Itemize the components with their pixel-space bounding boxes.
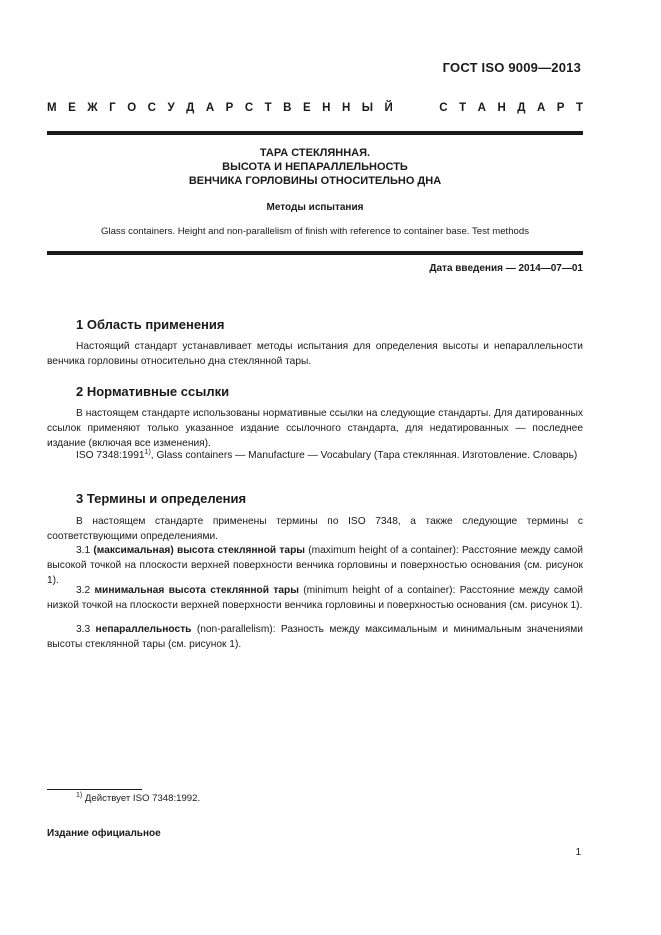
standard-code: ГОСТ ISO 9009—2013: [442, 60, 581, 75]
banner-letter: С: [244, 102, 254, 114]
title-line-3: ВЕНЧИКА ГОРЛОВИНЫ ОТНОСИТЕЛЬНО ДНА: [188, 175, 442, 187]
footnote-text: Действует ISO 7348:1992.: [82, 793, 201, 804]
banner-letter: Т: [264, 102, 272, 114]
english-title: Glass containers. Height and non-parallelism of finish with reference to container base. Test methods: [100, 226, 530, 237]
banner-letter: С: [147, 102, 156, 114]
banner-letter: О: [127, 102, 137, 114]
banner-letter: Д: [517, 102, 526, 114]
banner-letter: [422, 102, 428, 114]
term-3-2-definition: (minimum height of a container): Расстояние между самой низкой точкой на плоскости верхней поверхности венчика горловины и поверхностью основания (см. рисунок 1).: [47, 585, 583, 611]
banner-letter: Д: [186, 102, 195, 114]
official-edition-label: Издание официальное: [47, 828, 161, 839]
banner-letter: А: [536, 102, 546, 114]
banner-letter: Т: [459, 102, 467, 114]
banner-letter: Й: [384, 102, 393, 114]
banner-letter: Н: [322, 102, 331, 114]
introduction-date: Дата введения — 2014—07—01: [429, 263, 583, 274]
banner-letter: Ы: [361, 102, 374, 114]
banner-letter: Е: [302, 102, 311, 114]
term-3-2-number: 3.2: [76, 585, 95, 596]
title-line-2: ВЫСОТА И НЕПАРАЛЛЕЛЬНОСТЬ: [222, 161, 408, 173]
banner-letter: Г: [109, 102, 116, 114]
banner-letter: Н: [497, 102, 506, 114]
banner-letter: Р: [556, 102, 565, 114]
banner-letter: С: [439, 102, 448, 114]
banner-letter: А: [205, 102, 215, 114]
section-2-paragraph-2: [47, 448, 583, 463]
page-number: 1: [575, 847, 581, 858]
footnote-marker: 1): [76, 792, 83, 799]
interstate-standard-banner: [47, 102, 583, 114]
banner-letter: Н: [341, 102, 351, 114]
banner-letter: Е: [68, 102, 76, 114]
footnote: [76, 793, 200, 804]
term-3-2: [47, 583, 583, 613]
footnote-reference[interactable]: 1): [144, 449, 151, 456]
banner-letter: Т: [575, 102, 583, 114]
section-2-heading: 2 Нормативные ссылки: [76, 384, 230, 399]
banner-letter: У: [167, 102, 175, 114]
banner-letter: Ж: [87, 102, 98, 114]
term-3-3-name: непараллельность: [95, 624, 192, 635]
term-3-3-number: 3.3: [76, 624, 96, 635]
section-3-heading: 3 Термины и определения: [76, 491, 247, 506]
banner-letter: [404, 102, 410, 114]
section-3-paragraph-1: В настоящем стандарте применены термины по ISO 7348, а также следующие термины с соответствующими определениями.: [47, 516, 583, 542]
banner-letter: В: [283, 102, 292, 114]
term-3-3: [47, 622, 583, 652]
document-title: [47, 146, 583, 188]
term-3-3-definition: (non-parallelism): Разность между максимальным и минимальным значениями высоты стеклянной тары (см. рисунок 1).: [47, 624, 583, 650]
iso-reference: ISO 7348:1991: [76, 450, 145, 461]
title-line-1: ТАРА СТЕКЛЯННАЯ.: [259, 147, 371, 159]
banner-letter: Р: [225, 102, 234, 114]
bottom-divider: [47, 251, 583, 255]
term-3-1: [47, 543, 583, 588]
term-3-1-definition: (maximum height of a container): Расстояние между самой высокой точкой на плоскости верхней поверхности венчика горловины и поверхностью основания (см. рисунок 1).: [47, 545, 583, 586]
section-1-heading: 1 Область применения: [76, 317, 225, 332]
banner-letter: А: [477, 102, 486, 114]
section-2-paragraph-1: В настоящем стандарте использованы нормативные ссылки на следующие стандарты. Для датированных ссылок применяют только указанное издание ссылочного стандарта, для недатированных — последнее издание (включая все изменения).: [47, 408, 583, 449]
section-1-paragraph: Настоящий стандарт устанавливает методы испытания для определения высоты и непараллельности венчика горловины относительно дна стеклянной тары.: [47, 341, 583, 367]
term-3-1-name: (максимальная) высота стеклянной тары: [93, 545, 305, 556]
document-subtitle: Методы испытания: [266, 202, 364, 213]
banner-letter: М: [47, 102, 57, 114]
term-3-1-number: 3.1: [76, 545, 94, 556]
iso-reference-description: , Glass containers — Manufacture — Vocabulary (Тара стеклянная. Изготовление. Словарь): [150, 450, 578, 461]
footnote-separator: [47, 789, 142, 790]
top-divider: [47, 131, 583, 135]
term-3-2-name: минимальная высота стеклянной тары: [94, 585, 299, 596]
